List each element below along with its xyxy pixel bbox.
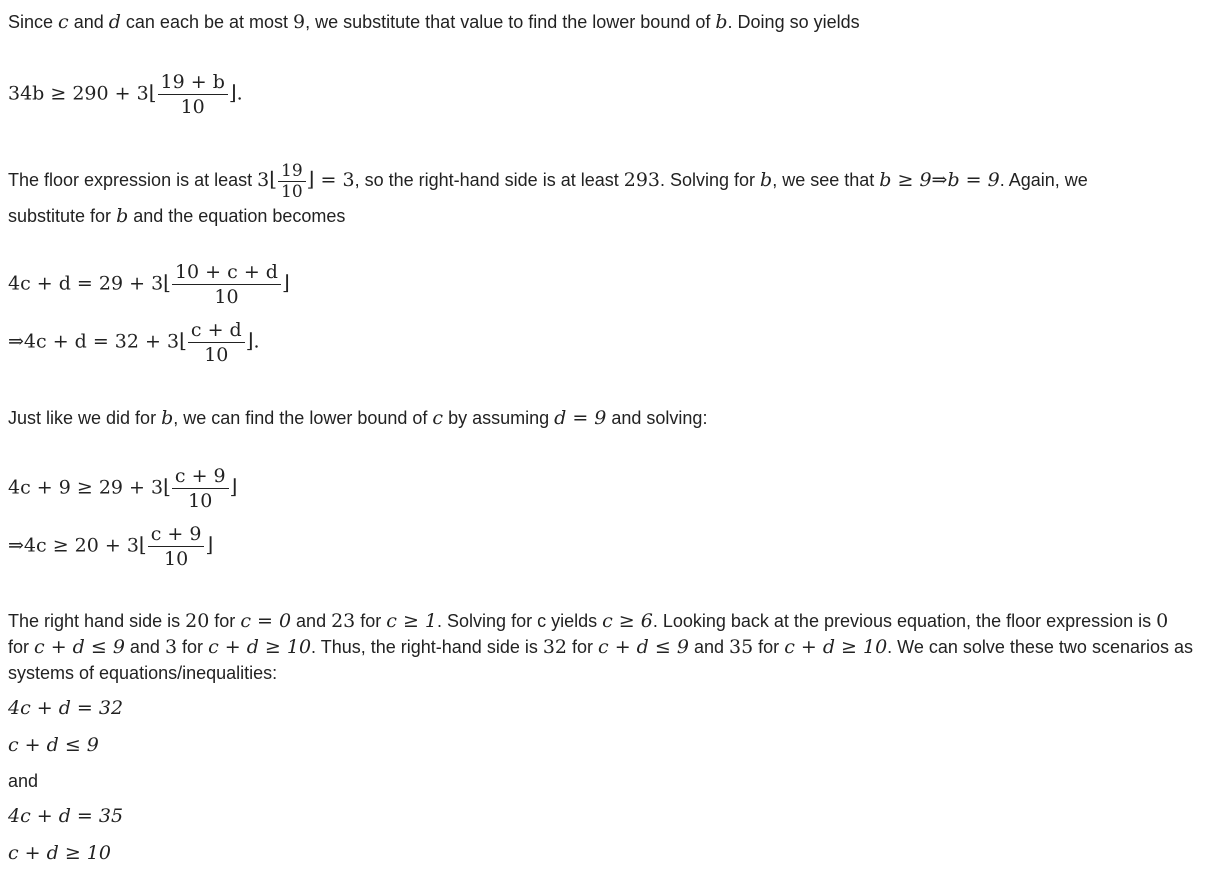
math: 3 (164, 636, 178, 658)
fraction (172, 464, 229, 513)
math: 0 (1156, 610, 1169, 632)
math: c + d ≥ 10 (784, 636, 888, 658)
text: The floor expression is at least (8, 170, 258, 190)
denominator: 10 (281, 181, 303, 202)
math: 20 (185, 610, 210, 632)
text: for (8, 637, 35, 657)
text: and (291, 611, 332, 631)
math-d: d (108, 11, 121, 33)
math-9: 9 (293, 11, 306, 33)
floor-left: ⌊ (148, 80, 157, 105)
floor-right: ⌋ (229, 474, 238, 499)
text: and (688, 637, 729, 657)
math-d-equals-9: d = 9 (554, 407, 607, 429)
denominator: 10 (214, 286, 239, 308)
text: Just like we did for (8, 408, 162, 428)
text: . Again, we (999, 170, 1088, 190)
equation-5 (8, 522, 213, 571)
math-c: c (432, 407, 444, 429)
equation-lhs: ⇒4c + d = 32 + 3 (8, 330, 180, 353)
paragraph-floor-bound (8, 155, 1088, 204)
equation-lhs: 34b ≥ 290 + 3 (8, 82, 149, 105)
equation-3 (8, 318, 260, 367)
denominator: 10 (204, 344, 229, 366)
text: , we can find the lower bound of (173, 408, 433, 428)
math-implication: b ≥ 9⇒b = 9 (879, 169, 1000, 191)
text: for (355, 611, 387, 631)
math: = 3 (314, 169, 355, 191)
paragraph-intro (8, 11, 860, 33)
text: for (753, 637, 785, 657)
text: and solving: (606, 408, 708, 428)
numerator: c + d (188, 318, 245, 343)
math: c + d ≤ 9 (34, 636, 125, 658)
paragraph-scenarios-line1 (8, 610, 1168, 632)
paragraph-scenarios-line3 (8, 662, 277, 684)
period: . (236, 82, 243, 105)
math: 3 (257, 169, 270, 191)
text: . Looking back at the previous equation, the floor expression is (652, 611, 1157, 631)
numerator: c + 9 (148, 522, 205, 547)
period: . (253, 330, 260, 353)
math-b: b (760, 169, 773, 191)
text: by assuming (443, 408, 555, 428)
fraction (188, 318, 245, 367)
floor-right: ⌋ (281, 270, 290, 295)
equation-2 (8, 260, 290, 309)
paragraph-scenarios-line2 (8, 636, 1193, 658)
and-text: and (8, 771, 39, 791)
text: . We can solve these two scenarios as (887, 637, 1193, 657)
denominator: 10 (180, 96, 205, 118)
system-2-inequality: c + d ≥ 10 (8, 842, 111, 864)
floor-left: ⌊ (269, 167, 278, 191)
text: . Thus, the right-hand side is (311, 637, 543, 657)
equation-lhs: ⇒4c ≥ 20 + 3 (8, 534, 139, 557)
math: c ≥ 6 (602, 610, 653, 632)
text: for (209, 611, 241, 631)
text: and (124, 637, 165, 657)
text: , we see that (772, 170, 880, 190)
math: 35 (728, 636, 754, 658)
text: , we substitute that value to find the lower bound of (305, 12, 716, 32)
text: and (68, 12, 109, 32)
floor-right: ⌋ (228, 80, 237, 105)
fraction (158, 70, 228, 119)
system-1-inequality: c + d ≤ 9 (8, 734, 99, 756)
math-b: b (715, 11, 728, 33)
text: can each be at most (120, 12, 294, 32)
fraction (278, 161, 306, 202)
denominator: 10 (164, 548, 189, 570)
floor-left: ⌊ (179, 328, 187, 353)
math: c ≥ 1 (386, 610, 438, 632)
text: The right hand side is (8, 611, 186, 631)
floor-left: ⌊ (163, 474, 171, 499)
text: substitute for (8, 206, 117, 226)
paragraph-lower-bound-c (8, 407, 707, 429)
numerator: 19 + b (158, 70, 228, 95)
text: and the equation becomes (128, 206, 346, 226)
equation-lhs: 4c + d = 29 + 3 (8, 272, 164, 295)
math-b: b (161, 407, 174, 429)
floor-right: ⌋ (245, 328, 254, 353)
text: for (177, 637, 209, 657)
numerator: 10 + c + d (172, 260, 281, 285)
numerator: c + 9 (172, 464, 229, 489)
math: 32 (542, 636, 568, 658)
text: , so the right-hand side is at least (354, 170, 624, 190)
floor-right: ⌋ (306, 167, 315, 191)
math: c + d ≤ 9 (598, 636, 689, 658)
floor-right: ⌋ (205, 532, 214, 557)
equation-lhs: 4c + 9 ≥ 29 + 3 (8, 476, 164, 499)
floor-left: ⌊ (138, 532, 147, 557)
fraction (172, 260, 281, 309)
system-2-equation: 4c + d = 35 (8, 805, 124, 827)
math: c = 0 (240, 610, 292, 632)
text: for (567, 637, 599, 657)
math: c + d ≥ 10 (208, 636, 312, 658)
paragraph-floor-bound-cont (8, 205, 345, 227)
text: Since (8, 12, 59, 32)
denominator: 10 (188, 490, 213, 512)
system-1-equation: 4c + d = 32 (8, 697, 124, 719)
text: . Doing so yields (727, 12, 860, 32)
math-c: c (58, 11, 69, 33)
floor-left: ⌊ (163, 270, 171, 295)
text: systems of equations/inequalities: (8, 663, 278, 683)
math-293: 293 (623, 169, 660, 191)
text: . Solving for c yields (437, 611, 603, 631)
math: 23 (331, 610, 356, 632)
math-b: b (116, 205, 129, 227)
numerator: 19 (278, 161, 306, 182)
text: . Solving for (660, 170, 761, 190)
equation-1 (8, 70, 243, 119)
equation-4 (8, 464, 237, 513)
fraction (148, 522, 205, 571)
